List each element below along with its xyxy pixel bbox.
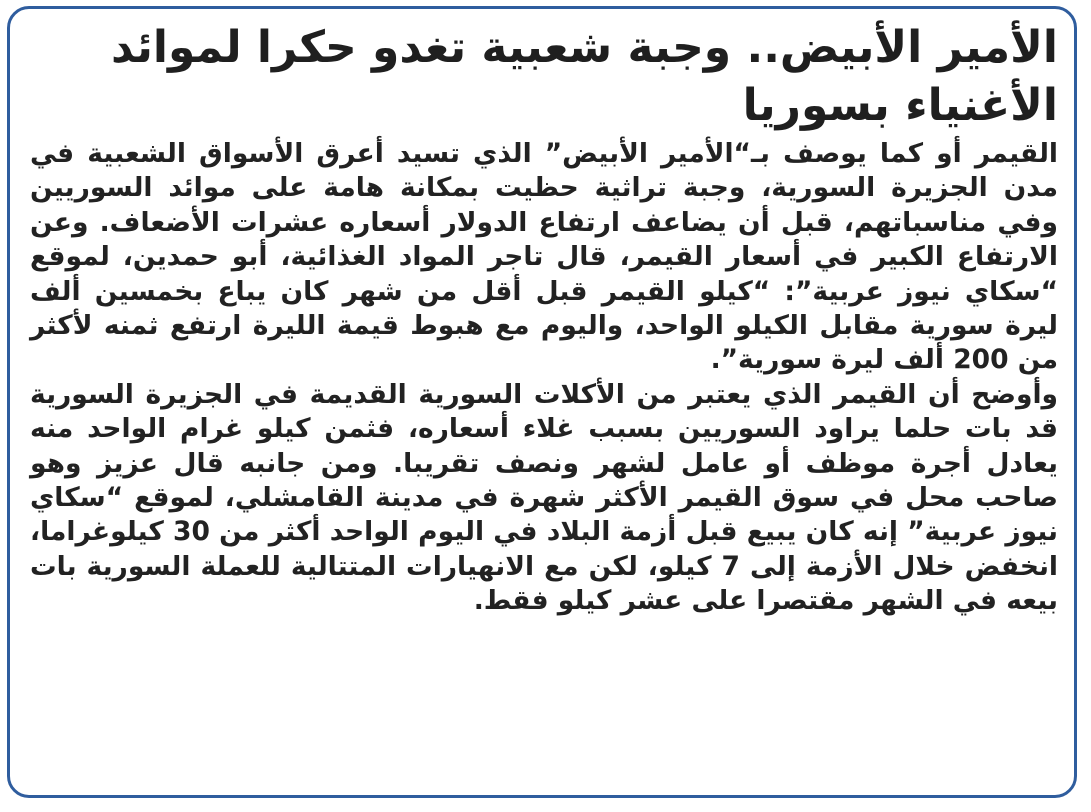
article-paragraph-1: القيمر أو كما يوصف بـ“الأمير الأبيض” الذي تسيد أعرق الأسواق الشعبية في مدن الجزيرة السورية، وجبة تراثية حظيت بمكانة هامة على موائد السوريين وفي مناسباتهم، قبل أن يضاعف ارتفاع الدولار أسعاره عشرات الأضعاف. وعن الارتفاع الكبير في أسعار القيمر، قال تاجر المواد الغذائية، أبو حمدين، لموقع “سكاي نيوز عربية”: “كيلو القيمر قبل أقل من شهر كان يباع بخمسين ألف ليرة سورية مقابل الكيلو الواحد، واليوم مع هبوط قيمة الليرة ارتفع ثمنه لأكثر من 200 ألف ليرة سورية”.	[30, 138, 1058, 376]
article-body	[24, 137, 1064, 619]
article-paragraph-2: وأوضح أن القيمر الذي يعتبر من الأكلات السورية القديمة في الجزيرة السورية قد بات حلما يراود السوريين بسبب غلاء أسعاره، فثمن كيلو غرام الواحد منه يعادل أجرة موظف أو عامل لشهر ونصف تقريبا. ومن جانبه قال عزيز وهو صاحب محل في سوق القيمر الأكثر شهرة في مدينة القامشلي، لموقع “سكاي نيوز عربية” إنه كان يبيع قبل أزمة البلاد في اليوم الواحد أكثر من 30 كيلوغراما، انخفض خلال الأزمة إلى 7 كيلو، لكن مع الانهيارات المتتالية للعملة السورية بات بيعه في الشهر مقتصرا على عشر كيلو فقط.	[30, 378, 1059, 617]
article-frame	[7, 6, 1077, 798]
article-content	[24, 19, 1064, 789]
article-headline: الأمير الأبيض.. وجبة شعبية تغدو حكرا لموائد الأغنياء بسوريا	[110, 22, 1058, 131]
